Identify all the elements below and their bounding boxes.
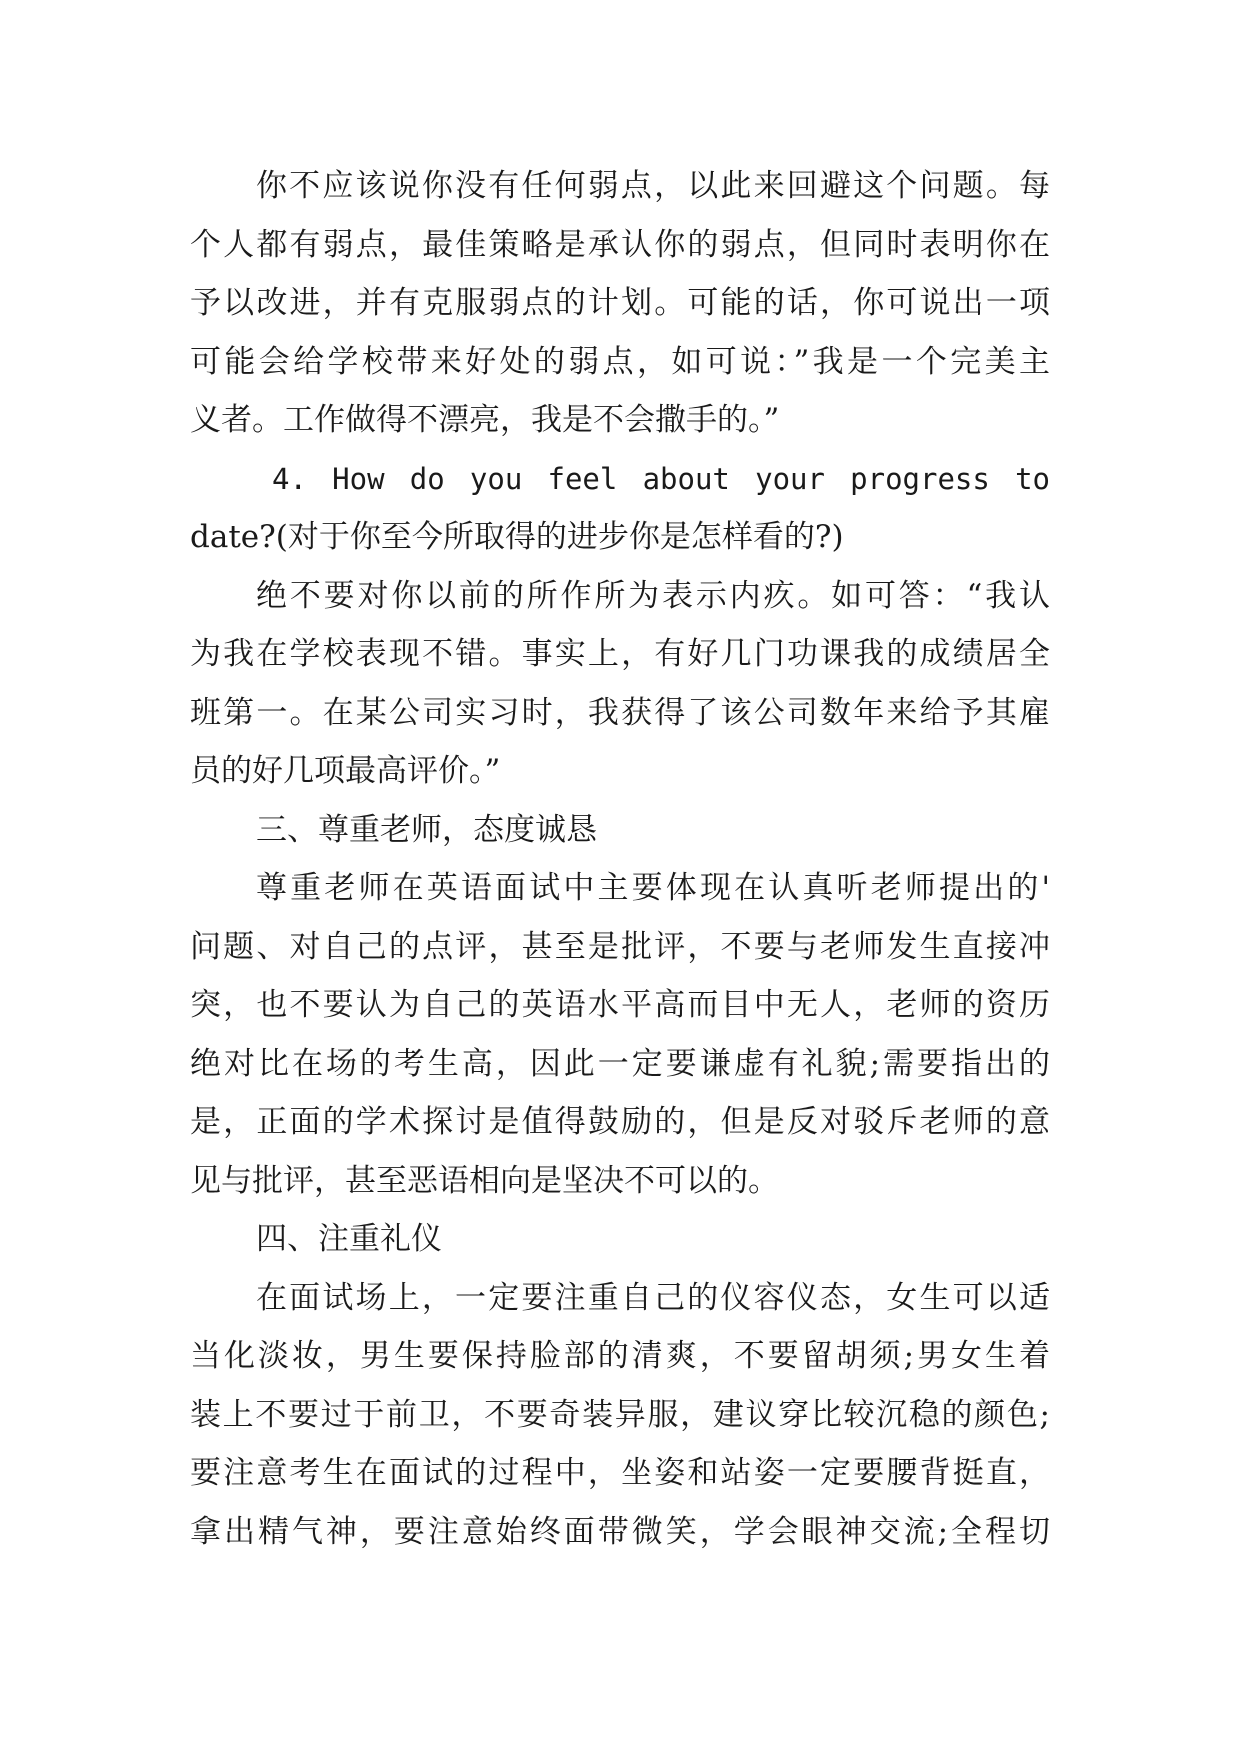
question-line: 4. How do you feel about your progress to — [272, 461, 1050, 496]
question-line: date?(对于你至今所取得的进步你是怎样看的?) — [190, 519, 844, 555]
paragraph-etiquette — [190, 1269, 1050, 1562]
text-line: 突，也不要认为自己的英语水平高而目中无人，老师的资历 — [190, 987, 1050, 1023]
text-line: 员的好几项最高评价。” — [190, 753, 501, 789]
text-line: 要注意考生在面试的过程中，坐姿和站姿一定要腰背挺直， — [190, 1455, 1050, 1491]
text-line: 当化淡妆，男生要保持脸部的清爽，不要留胡须;男女生着 — [190, 1338, 1050, 1374]
text-line: 个人都有弱点，最佳策略是承认你的弱点，但同时表明你在 — [190, 226, 1050, 263]
paragraph-respect-teacher — [190, 859, 1050, 1210]
text-line: 尊重老师在英语面试中主要体现在认真听老师提出的' — [256, 870, 1050, 906]
text-line: 拿出精气神，要注意始终面带微笑，学会眼神交流;全程切 — [190, 1513, 1050, 1550]
text-line: 见与批评，甚至恶语相向是坚决不可以的。 — [190, 1162, 779, 1199]
section-heading-3: 三、尊重老师，态度诚恳 — [256, 811, 597, 848]
text-line: 绝不要对你以前的所作所为表示内疚。如可答：“我认 — [256, 577, 1050, 614]
text-line: 为我在学校表现不错。事实上，有好几门功课我的成绩居全 — [190, 636, 1050, 672]
question-4 — [190, 450, 1050, 567]
paragraph-progress-answer — [190, 567, 1050, 801]
text-line: 是，正面的学术探讨是值得鼓励的，但是反对驳斥老师的意 — [190, 1104, 1050, 1140]
text-line: 班第一。在某公司实习时，我获得了该公司数年来给予其雇 — [190, 694, 1050, 731]
section-heading-4: 四、注重礼仪 — [256, 1221, 442, 1257]
text-line: 你不应该说你没有任何弱点，以此来回避这个问题。每 — [256, 168, 1050, 204]
text-line: 义者。工作做得不漂亮，我是不会撒手的。” — [190, 402, 780, 438]
text-line: 予以改进，并有克服弱点的计划。可能的话，你可说出一项 — [190, 285, 1050, 321]
text-line: 在面试场上，一定要注重自己的仪容仪态，女生可以适 — [256, 1279, 1050, 1316]
paragraph-weakness-advice — [190, 157, 1050, 450]
text-line: 装上不要过于前卫，不要奇装异服，建议穿比较沉稳的颜色; — [190, 1396, 1050, 1433]
document-body — [190, 157, 1050, 1561]
text-line: 问题、对自己的点评，甚至是批评，不要与老师发生直接冲 — [190, 928, 1050, 965]
text-line: 绝对比在场的考生高，因此一定要谦虚有礼貌;需要指出的 — [190, 1045, 1050, 1082]
text-line: 可能会给学校带来好处的弱点，如可说：”我是一个完美主 — [190, 343, 1050, 380]
